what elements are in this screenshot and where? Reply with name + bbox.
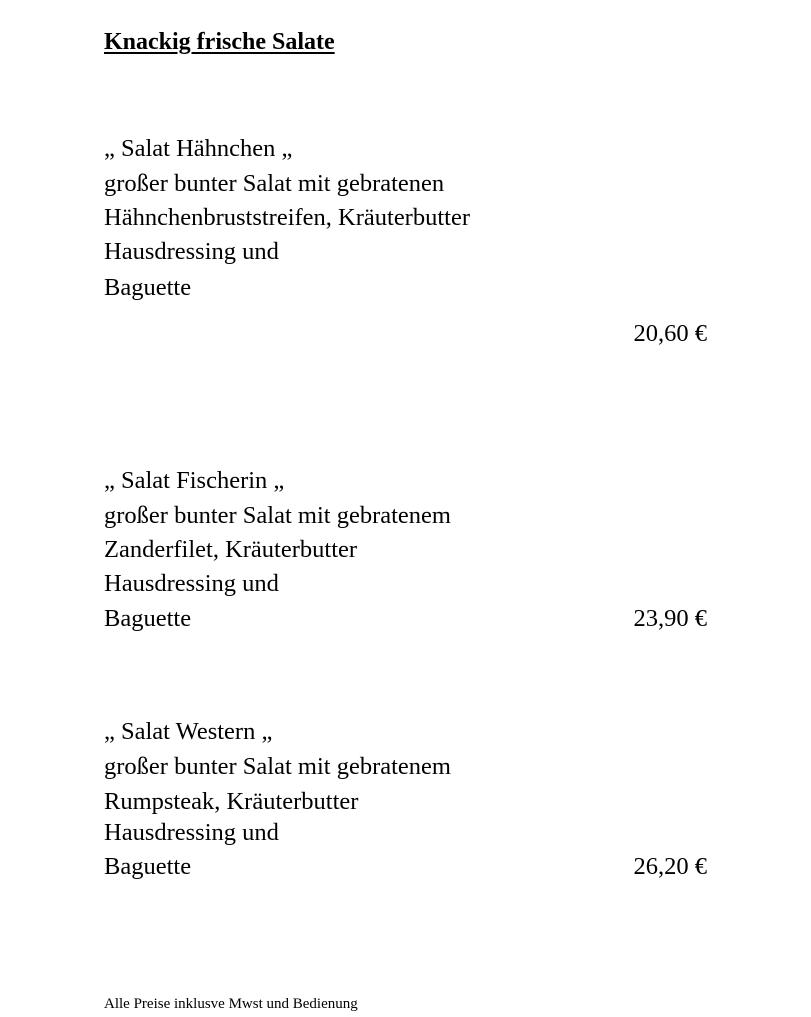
item-description-line: Hausdressing und	[104, 570, 279, 597]
item-name: „ Salat Fischerin „	[104, 467, 285, 494]
item-description-line: großer bunter Salat mit gebratenen	[104, 170, 445, 197]
item-description-line: Rumpsteak, Kräuterbutter	[104, 788, 359, 815]
item-description-line: großer bunter Salat mit gebratenem	[104, 753, 451, 780]
item-description-line: Hausdressing und	[104, 238, 279, 265]
item-description-line: Baguette	[104, 274, 192, 301]
item-price: 23,90 €	[633, 605, 707, 632]
page-title: Knackig frische Salate	[104, 29, 335, 55]
item-description-line: Hähnchenbruststreifen, Kräuterbutter	[104, 204, 470, 231]
item-name: „ Salat Hähnchen „	[104, 135, 293, 162]
item-description-line: großer bunter Salat mit gebratenem	[104, 502, 451, 529]
item-description-line: Baguette	[104, 853, 192, 880]
item-description-line: Hausdressing und	[104, 819, 279, 846]
item-name: „ Salat Western „	[104, 718, 273, 745]
item-description-line: Zanderfilet, Kräuterbutter	[104, 536, 358, 563]
price-footnote: Alle Preise inklusve Mwst und Bedienung	[104, 996, 358, 1012]
item-description-line: Baguette	[104, 605, 192, 632]
item-price: 26,20 €	[633, 853, 707, 880]
item-price: 20,60 €	[633, 320, 707, 347]
